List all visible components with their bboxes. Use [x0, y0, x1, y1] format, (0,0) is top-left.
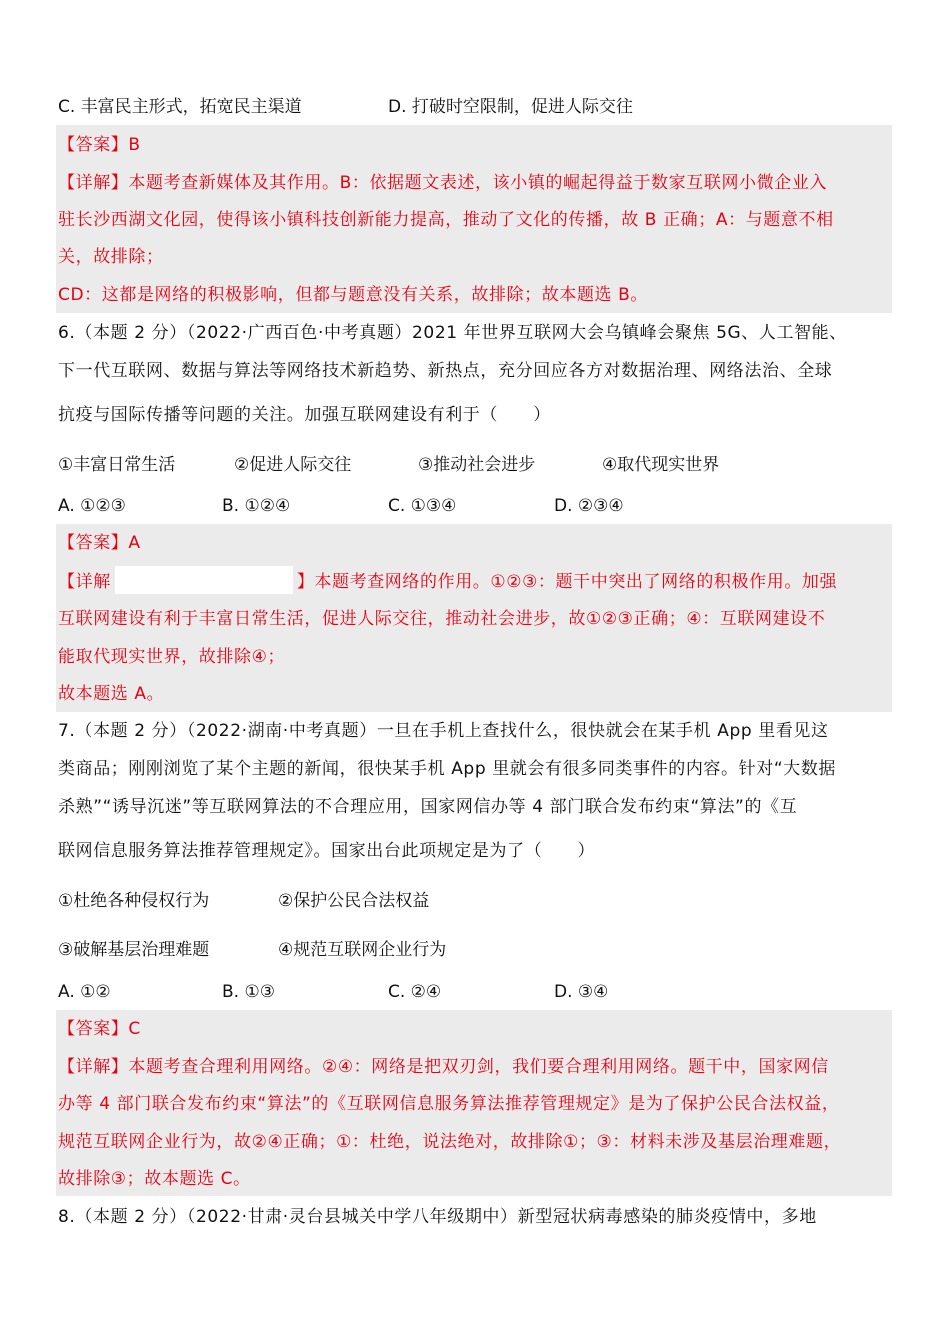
q7-answer: 【答案】C: [58, 1019, 141, 1039]
q7-item-4: ④规范互联网企业行为: [278, 940, 447, 960]
q7-stem-line-2: 类商品；刚刚浏览了某个主题的新闻，很快某手机 App 里就会有很多同类事件的内容。针对“大数据: [58, 759, 837, 779]
q6-stem-line-1: 6.（本题 2 分）（2022·广西百色·中考真题）2021 年世界互联网大会乌镇峰会聚焦 5G、人工智能、: [58, 323, 847, 343]
q5-detail-line-1: 【详解】本题考查新媒体及其作用。B：依据题文表述，该小镇的崛起得益于数家互联网小微企业入: [58, 173, 828, 193]
q6-item-2: ②促进人际交往: [234, 455, 352, 475]
q5-detail-line-2: 驻长沙西湖文化园，使得该小镇科技创新能力提高，推动了文化的传播，故 B 正确；A：与题意不相: [58, 210, 834, 230]
q7-option-c: C. ②④: [388, 982, 442, 1002]
q5-option-d: D. 打破时空限制，促进人际交往: [388, 97, 633, 117]
q6-option-a: A. ①②③: [58, 496, 126, 516]
q7-detail-line-4: 故排除③；故本题选 C。: [58, 1169, 251, 1189]
q6-detail-line-1: [58, 570, 837, 594]
q6-detail-rest: 】本题考查网络的作用。①②③：题干中突出了网络的积极作用。加强: [296, 572, 838, 592]
q7-option-b: B. ①③: [222, 982, 275, 1002]
q6-item-1: ①丰富日常生活: [58, 455, 176, 475]
q5-answer: 【答案】B: [58, 135, 141, 155]
q7-option-d: D. ③④: [554, 982, 609, 1002]
q7-item-1: ①杜绝各种侵权行为: [58, 891, 210, 911]
q7-option-a: A. ①②: [58, 982, 111, 1002]
q7-detail-line-1: 【详解】本题考查合理利用网络。②④：网络是把双刃剑，我们要合理利用网络。题干中，国家网信: [58, 1057, 829, 1077]
q6-item-3: ③推动社会进步: [418, 455, 536, 475]
q6-item-4: ④取代现实世界: [602, 455, 720, 475]
q7-detail-line-2: 办等 4 部门联合发布约束“算法”的《互联网信息服务算法推荐管理规定》是为了保护公民合法权益，: [58, 1094, 840, 1114]
q6-detail-line-3: 能取代现实世界，故排除④；: [58, 647, 286, 667]
q7-item-2: ②保护公民合法权益: [278, 891, 430, 911]
q7-stem-line-3: 杀熟”“诱导沉迷”等互联网算法的不合理应用，国家网信办等 4 部门联合发布约束“算法”的《互: [58, 797, 798, 817]
q7-stem-line-1: 7.（本题 2 分）（2022·湖南·中考真题）一旦在手机上查找什么，很快就会在某手机 App 里看见这: [58, 721, 829, 741]
q8-stem-line-1: 8.（本题 2 分）（2022·甘肃·灵台县城关中学八年级期中）新型冠状病毒感染的肺炎疫情中，多地: [58, 1207, 817, 1227]
q7-stem-line-4: 联网信息服务算法推荐管理规定》。国家出台此项规定是为了（ ）: [58, 841, 596, 861]
q7-detail-line-3: 规范互联网企业行为，故②④正确；①：杜绝，说法绝对，故排除①；③：材料未涉及基层治理难题，: [58, 1132, 842, 1152]
q6-detail-prefix: 【详解: [58, 572, 111, 592]
q5-detail-line-3: 关，故排除；: [58, 247, 164, 267]
q6-detail-line-4: 故本题选 A。: [58, 684, 165, 704]
blank-region: [115, 566, 293, 594]
q6-detail-line-2: 互联网建设有利于丰富日常生活，促进人际交往，推动社会进步，故①②③正确；④：互联网建设不: [58, 609, 826, 629]
q6-option-b: B. ①②④: [222, 496, 291, 516]
q6-answer: 【答案】A: [58, 533, 141, 553]
q7-item-3: ③破解基层治理难题: [58, 940, 210, 960]
q6-option-d: D. ②③④: [554, 496, 624, 516]
q5-detail-line-4: CD：这都是网络的积极影响，但都与题意没有关系，故排除；故本题选 B。: [58, 285, 649, 305]
q6-stem-line-3: 抗疫与国际传播等问题的关注。加强互联网建设有利于（ ）: [58, 405, 551, 425]
q5-option-c: C. 丰富民主形式，拓宽民主渠道: [58, 97, 302, 117]
q6-stem-line-2: 下一代互联网、数据与算法等网络技术新趋势、新热点，充分回应各方对数据治理、网络法治、全球: [58, 361, 833, 381]
q6-option-c: C. ①③④: [388, 496, 457, 516]
